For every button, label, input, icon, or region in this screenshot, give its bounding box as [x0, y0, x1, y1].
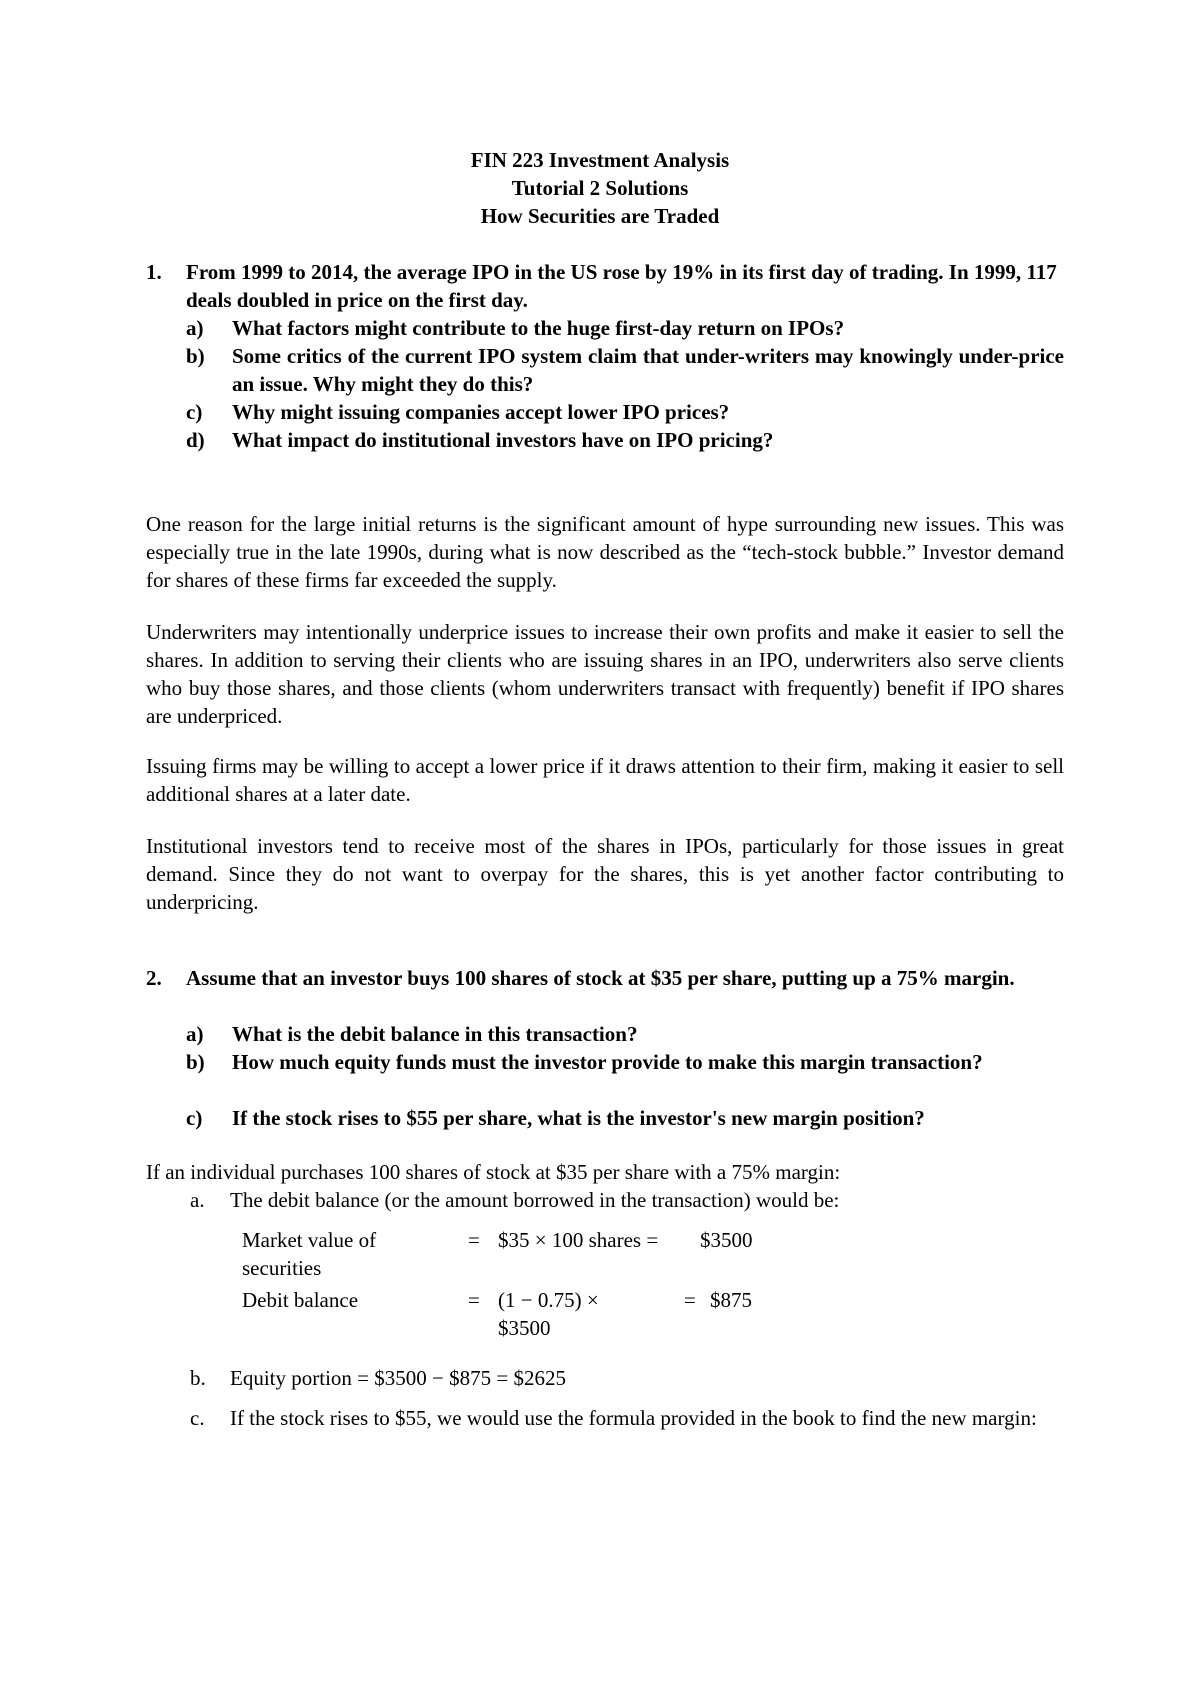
- question-1-text: From 1999 to 2014, the average IPO in the US rose by 19% in its first day of trading. In 1999, 117 deals doubled in price on the first day.: [186, 260, 1057, 312]
- q1-part-c-text: Why might issuing companies accept lower IPO prices?: [232, 400, 730, 424]
- table-row2-calc-line1: (1 − 0.75) ×: [498, 1288, 599, 1312]
- q1-part-a-letter: a): [186, 316, 204, 340]
- q1-part-a-text: What factors might contribute to the huge first-day return on IPOs?: [232, 316, 845, 340]
- q2-part-a-text: What is the debit balance in this transaction?: [232, 1022, 638, 1046]
- question-2-text: Assume that an investor buys 100 shares of stock at $35 per share, putting up a 75% margin.: [186, 966, 1015, 990]
- question-1-number: 1.: [146, 260, 162, 284]
- q1-answer-paragraph-3: Issuing firms may be willing to accept a lower price if it draws attention to their firm, making it easier to sell additional shares at a later date.: [146, 754, 1064, 806]
- q2-part-c-letter: c): [186, 1106, 203, 1130]
- table-row1-calc: $35 × 100 shares =: [498, 1228, 659, 1252]
- tutorial-title: Tutorial 2 Solutions: [511, 176, 689, 200]
- q1-answer-paragraph-1: One reason for the large initial returns is the significant amount of hype surrounding new issues. This was especially true in the late 1990s, during what is now described as the “tech-stock bubble.” Investor demand for shares of these firms far exceeded the supply.: [146, 512, 1064, 592]
- q1-part-d-text: What impact do institutional investors have on IPO pricing?: [232, 428, 774, 452]
- topic-title: How Securities are Traded: [480, 204, 720, 228]
- q2-answer-c-letter: c.: [190, 1406, 205, 1430]
- q2-part-b-text: How much equity funds must the investor provide to make this margin transaction?: [232, 1050, 983, 1074]
- table-row2-calc-line2: $3500: [498, 1316, 551, 1340]
- q2-answer-b-text: Equity portion = $3500 − $875 = $2625: [230, 1366, 566, 1390]
- table-row2-equals: =: [468, 1288, 480, 1312]
- table-row2-equals-2: =: [684, 1288, 696, 1312]
- q2-answer-b-letter: b.: [190, 1366, 206, 1390]
- table-row1-label-line2: securities: [242, 1256, 322, 1280]
- q2-part-c-text: If the stock rises to $55 per share, what is the investor's new margin position?: [232, 1106, 925, 1130]
- q2-answer-intro: If an individual purchases 100 shares of stock at $35 per share with a 75% margin:: [146, 1160, 841, 1184]
- q2-answer-a-text: The debit balance (or the amount borrowed in the transaction) would be:: [230, 1188, 840, 1212]
- q1-answer-paragraph-4: Institutional investors tend to receive most of the shares in IPOs, particularly for those issues in great demand. Since they do not want to overpay for the shares, this is yet another factor contributing to underpricing.: [146, 834, 1064, 914]
- question-2-number: 2.: [146, 966, 162, 990]
- table-row1-result: $3500: [700, 1228, 753, 1252]
- q2-answer-c-text: If the stock rises to $55, we would use the formula provided in the book to find the new margin:: [230, 1406, 1037, 1430]
- table-row1-label-line1: Market value of: [242, 1228, 377, 1252]
- table-row2-label: Debit balance: [242, 1288, 359, 1312]
- q2-part-a-letter: a): [186, 1022, 204, 1046]
- q1-answer-paragraph-2: Underwriters may intentionally underprice issues to increase their own profits and make it easier to sell the shares. In addition to serving their clients who are issuing shares in an IPO, underwriters also serve clients who buy those shares, and those clients (whom underwriters transact with frequently) benefit if IPO shares are underpriced.: [146, 620, 1064, 728]
- q1-part-d-letter: d): [186, 428, 205, 452]
- q1-part-b-letter: b): [186, 344, 205, 368]
- q2-part-b-letter: b): [186, 1050, 205, 1074]
- q2-answer-a-letter: a.: [190, 1188, 205, 1212]
- table-row1-equals: =: [468, 1228, 480, 1252]
- course-title: FIN 223 Investment Analysis: [470, 148, 730, 172]
- q1-part-b-text: Some critics of the current IPO system claim that under-writers may knowingly under-price an issue. Why might they do this?: [232, 344, 1064, 396]
- table-row2-result: $875: [710, 1288, 752, 1312]
- q1-part-c-letter: c): [186, 400, 203, 424]
